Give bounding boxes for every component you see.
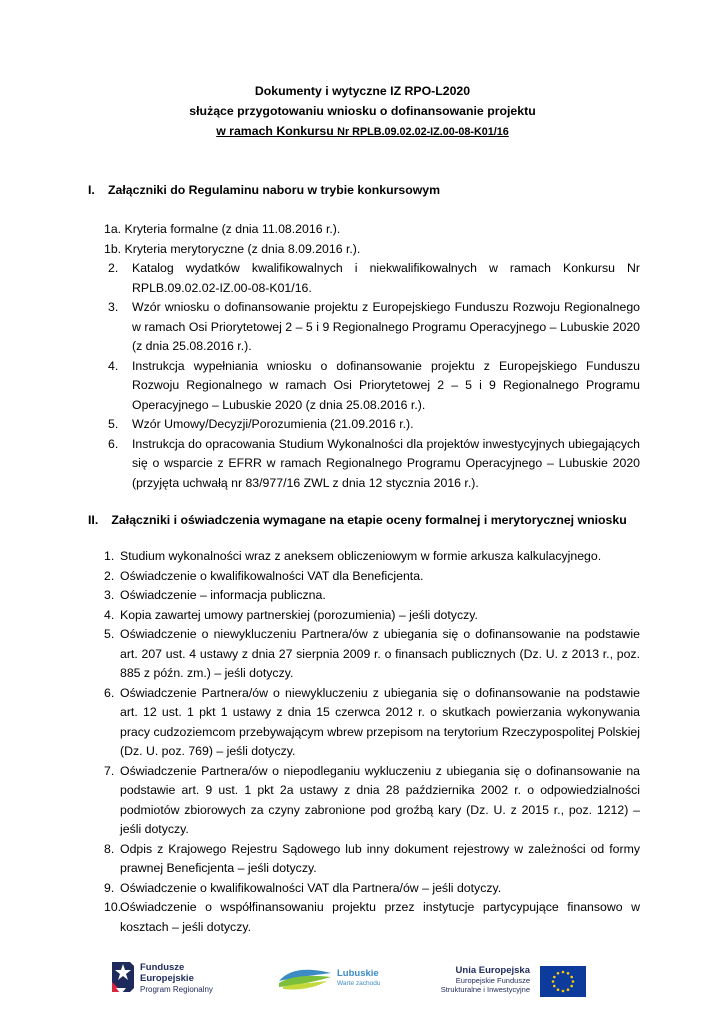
lubuskie-line-2: Warte zachodu xyxy=(337,980,381,987)
list-item: 8. Odpis z Krajowego Rejestru Sądowego lub inny dokument rejestrowy w zależności od formy prawnej Beneficjenta – jeśli dotyczy. xyxy=(104,841,640,875)
list-item: 10. Oświadczenie o współfinansowaniu projektu przez instytucje partycypujące finansowo w kosztach – jeśli dotyczy. xyxy=(104,900,640,934)
list-item: 7. Oświadczenie Partnera/ów o niepodleganiu wykluczeniu z ubiegania się o dofinansowanie na podstawie art. 9 ust. 1 pkt 2a ustawy z dnia 28 października 2002 r. o odpowiedzialności podmiotów zbiorowych za czyny zabronione pod groźbą kary (Dz. U. z 2015 r., poz. 1212) – jeśli dotyczy. xyxy=(104,763,640,836)
ue-line-1: Unia Europejska xyxy=(455,965,530,976)
lubuskie-logo xyxy=(277,965,387,995)
ue-line-3: Strukturalne i Inwestycyjne xyxy=(440,985,530,994)
fe-line-2: Europejskie xyxy=(140,973,194,984)
list-item: 6. Oświadczenie Partnera/ów o niewykluczeniu z ubiegania się o dofinansowanie na podstawie art. 12 ust. 1 pkt 1 ustawy z dnia 15 czerwca 2012 r. o skutkach powierzania wykonywania pracy cudzoziemcom przebywającym wbrew przepisom na terytorium Rzeczypospolitej Polskiej (Dz. U. poz. 769) – jeśli dotyczy. xyxy=(104,685,640,758)
section-1-number: I. xyxy=(88,183,95,197)
footer-logos xyxy=(0,955,725,1005)
ue-line-2: Europejskie Fundusze xyxy=(455,976,530,985)
list-item: 5. Oświadczenie o niewykluczeniu Partnera/ów z ubiegania się o dofinansowanie na podstawie art. 207 ust. 4 ustawy z dnia 27 sierpnia 2009 r. o finansach publicznych (Dz. U. z 2013 r., poz. 885 z późn. zm.) – jeśli dotyczy. xyxy=(104,627,640,680)
title-line-3-prefix: w ramach Konkursu xyxy=(216,124,338,138)
eu-flag-icon xyxy=(540,966,586,997)
fe-line-1: Fundusze xyxy=(140,962,185,973)
fundusze-europejskie-logo xyxy=(112,958,222,1000)
unia-europejska-logo xyxy=(440,963,586,999)
list-item: 2. Oświadczenie o kwalifikowalności VAT dla Beneficjenta. xyxy=(104,568,424,583)
list-item: 2. Katalog wydatków kwalifikowalnych i niekwalifikowalnych w ramach Konkursu Nr RPLB.09.02.02-IZ.00-08-K01/16. xyxy=(108,261,640,295)
title-line-1: Dokumenty i wytyczne IZ RPO-L2020 xyxy=(254,84,471,98)
list-item: 4. Instrukcja wypełniania wniosku o dofinansowanie projektu z Europejskiego Funduszu Rozwoju Regionalnego w ramach Osi Priorytetowej 2 – 5 i 9 Regionalnego Programu Operacyjnego – Lubuskie 2020 (z dnia 25.08.2016 r.). xyxy=(108,358,640,412)
section-1-list xyxy=(104,220,640,493)
list-item: 5. Wzór Umowy/Decyzji/Porozumienia (21.09.2016 r.). xyxy=(108,417,414,431)
list-item: 3. Oświadczenie – informacja publiczna. xyxy=(104,588,326,602)
section-2-list xyxy=(104,547,640,937)
list-item: 4. Kopia zawartej umowy partnerskiej (porozumienia) – jeśli dotyczy. xyxy=(104,607,478,622)
section-1-heading xyxy=(88,180,440,200)
title-line-3-code: Nr RPLB.09.02.02-IZ.00-08-K01/16 xyxy=(337,126,509,138)
section-2-title: Załączniki i oświadczenia wymagane na etapie oceny formalnej i merytorycznej wniosku xyxy=(111,513,627,527)
lubuskie-hills-icon xyxy=(277,965,333,991)
list-item: 1a. Kryteria formalne (z dnia 11.08.2016 r.). xyxy=(104,222,341,236)
fe-star-icon xyxy=(112,958,134,996)
section-2-heading xyxy=(88,510,627,530)
list-item: 9. Oświadczenie o kwalifikowalności VAT dla Partnera/ów – jeśli dotyczy. xyxy=(104,880,502,895)
fe-line-3: Program Regionalny xyxy=(140,985,213,994)
title-line-2: służące przygotowaniu wniosku o dofinansowanie projektu xyxy=(189,104,536,118)
list-item: 1. Studium wykonalności wraz z aneksem obliczeniowym w formie arkusza kalkulacyjnego. xyxy=(104,549,602,563)
list-item: 3. Wzór wniosku o dofinansowanie projektu z Europejskiego Funduszu Rozwoju Regionalnego w ramach Osi Priorytetowej 2 – 5 i 9 Regionalnego Programu Operacyjnego – Lubuskie 2020 (z dnia 25.08.2016 r.). xyxy=(108,300,640,353)
list-item: 1b. Kryteria merytoryczne (z dnia 8.09.2016 r.). xyxy=(104,241,361,256)
list-item: 6. Instrukcja do opracowania Studium Wykonalności dla projektów inwestycyjnych ubiegających się o wsparcie z EFRR w ramach Regionalnego Programu Operacyjnego – Lubuskie 2020 (przyjęta uchwałą nr 83/977/16 ZWL z dnia 12 stycznia 2016 r.). xyxy=(108,436,640,490)
section-1-title: Załączniki do Regulaminu naboru w trybie konkursowym xyxy=(108,183,441,197)
title-line-3 xyxy=(0,121,725,142)
lubuskie-line-1: Lubuskie xyxy=(337,968,379,979)
section-2-number: II. xyxy=(88,513,99,527)
document-title xyxy=(0,81,725,142)
